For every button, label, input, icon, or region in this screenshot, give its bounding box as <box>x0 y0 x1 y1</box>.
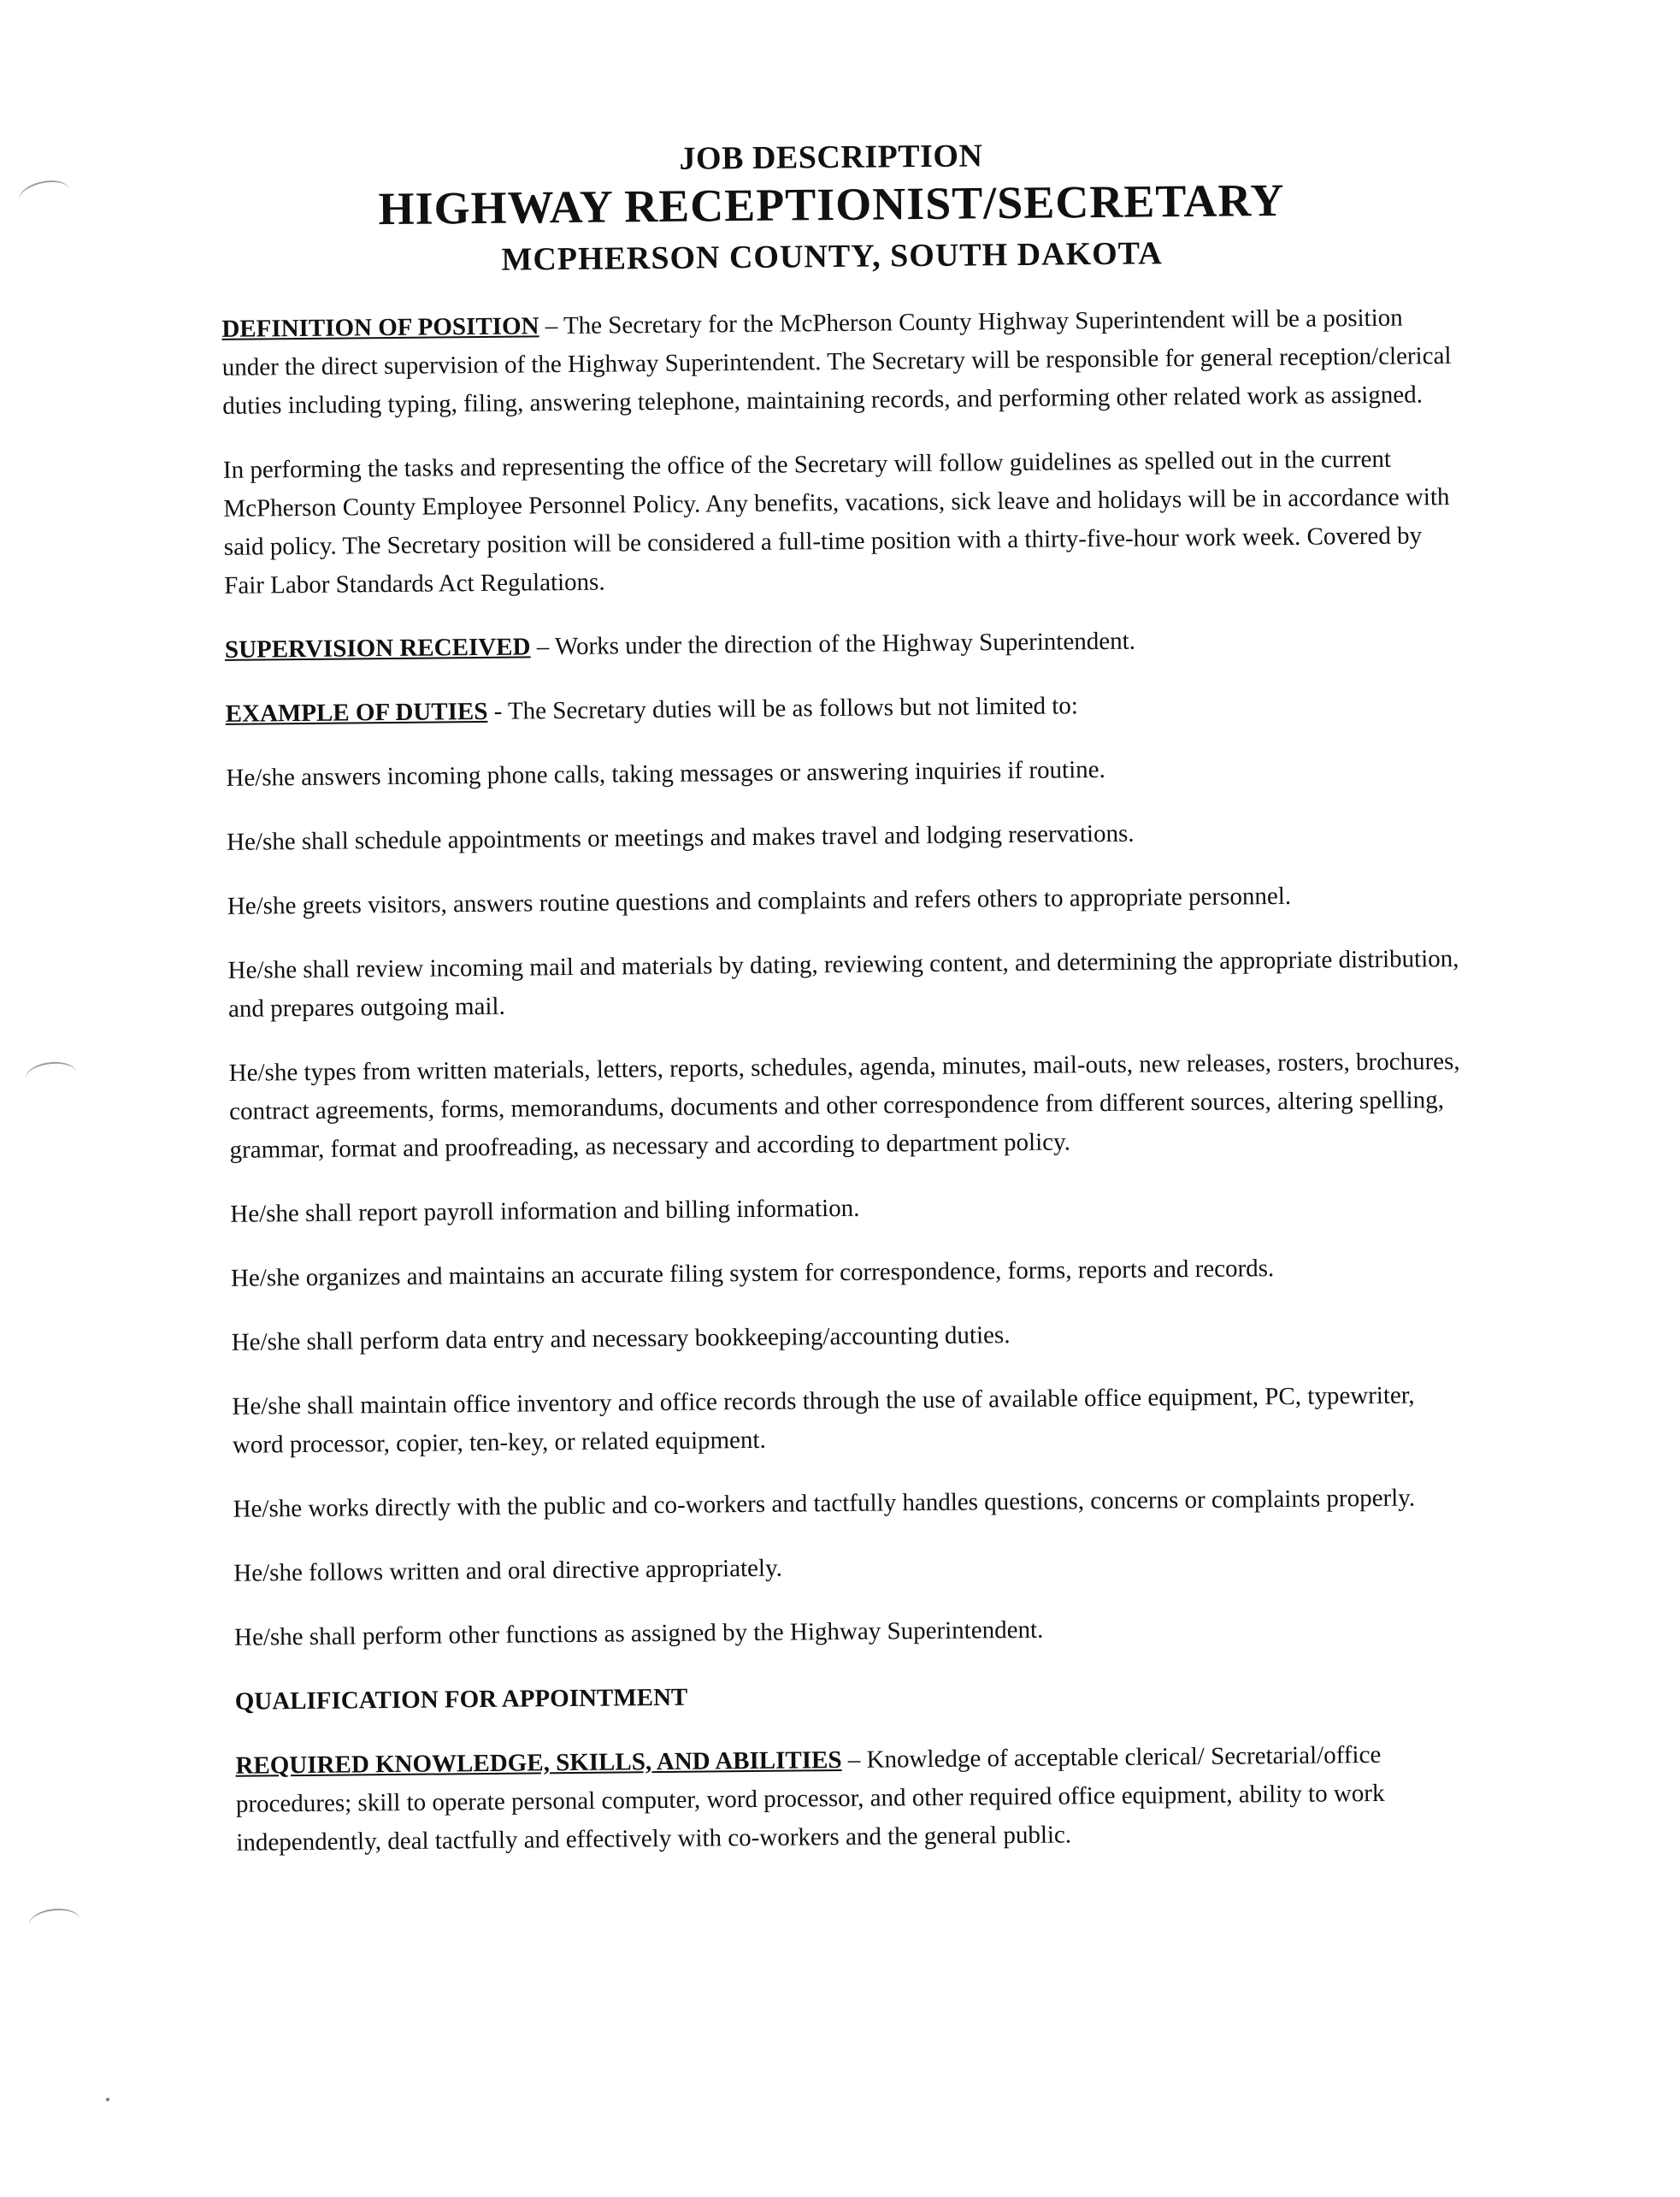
knowledge-paragraph <box>235 1735 1467 1863</box>
example-duties-paragraph <box>225 683 1456 734</box>
example-duties-text: - The Secretary duties will be as follows but not limited to: <box>487 692 1079 725</box>
county-heading: MCPHERSON COUNTY, SOUTH DAKOTA <box>501 235 1163 278</box>
duty-item: He/she follows written and oral directive appropriately. <box>233 1554 783 1587</box>
personnel-paragraph: In performing the tasks and representing the office of the Secretary will follow guidelines as spelled out in the current McPherson County Employee Personnel Policy. Any benefits, vacations, sick leave and holidays will be in accordance with said policy. The Secretary position will be considered a full-time position with a thirty-five-hour work week. Covered by Fair Labor Standards Act Regulations. <box>222 445 1450 599</box>
duty-item: He/she shall review incoming mail and materials by dating, reviewing content, and determining the appropriate distribution, and prepares outgoing mail. <box>227 945 1459 1023</box>
duty-item: He/she shall report payroll information and billing information. <box>230 1194 860 1228</box>
duty-item: He/she organizes and maintains an accurate filing system for correspondence, forms, reports and records. <box>230 1255 1275 1292</box>
duty-item: He/she works directly with the public and co-workers and tactfully handles questions, concerns or complaints properly. <box>233 1484 1416 1523</box>
definition-paragraph <box>221 298 1453 426</box>
duty-item: He/she shall perform data entry and necessary bookkeeping/accounting duties. <box>231 1321 1011 1356</box>
knowledge-label: REQUIRED KNOWLEDGE, SKILLS, AND ABILITIES <box>235 1745 842 1780</box>
doc-type-heading: JOB DESCRIPTION <box>679 138 983 177</box>
supervision-paragraph <box>225 619 1456 670</box>
document-body <box>221 298 1468 1888</box>
supervision-text: – Works under the direction of the Highway Superintendent. <box>530 627 1136 661</box>
duty-item: He/she types from written materials, letters, reports, schedules, agenda, minutes, mail-outs, new releases, rosters, brochures, contract agreements, forms, memorandums, documents and other correspondence from different sources, altering spelling, grammar, format and proofreading, as necessary and according to department policy. <box>228 1048 1460 1164</box>
definition-text: – The Secretary for the McPherson County Highway Superintendent will be a position under the direct supervision of the Highway Superintendent. The Secretary will be responsible for general reception/clerical duties including typing, filing, answering telephone, maintaining records, and performing other related work as assigned. <box>221 304 1452 420</box>
duty-item: He/she shall schedule appointments or meetings and makes travel and lodging reservations. <box>226 819 1135 856</box>
duty-item: He/she shall perform other functions as assigned by the Highway Superintendent. <box>233 1615 1044 1651</box>
duty-item: He/she shall maintain office inventory and office records through the use of available office equipment, PC, typewriter, word processor, copier, ten-key, or related equipment. <box>232 1381 1415 1459</box>
qualification-heading: QUALIFICATION FOR APPOINTMENT <box>234 1683 688 1716</box>
example-duties-label: EXAMPLE OF DUTIES <box>225 697 488 728</box>
knowledge-text: – Knowledge of acceptable clerical/ Secretarial/office procedures; skill to operate personal computer, word processor, and other required office equipment, ability to work independently, deal tactfully and effectively with co-workers and the general public. <box>235 1740 1385 1857</box>
duty-item: He/she greets visitors, answers routine questions and complaints and refers others to appropriate personnel. <box>227 882 1292 920</box>
supervision-label: SUPERVISION RECEIVED <box>224 633 531 664</box>
job-title-heading: HIGHWAY RECEPTIONIST/SECRETARY <box>378 174 1285 235</box>
duty-item: He/she answers incoming phone calls, taking messages or answering inquiries if routine. <box>226 755 1105 792</box>
definition-label: DEFINITION OF POSITION <box>221 312 539 343</box>
